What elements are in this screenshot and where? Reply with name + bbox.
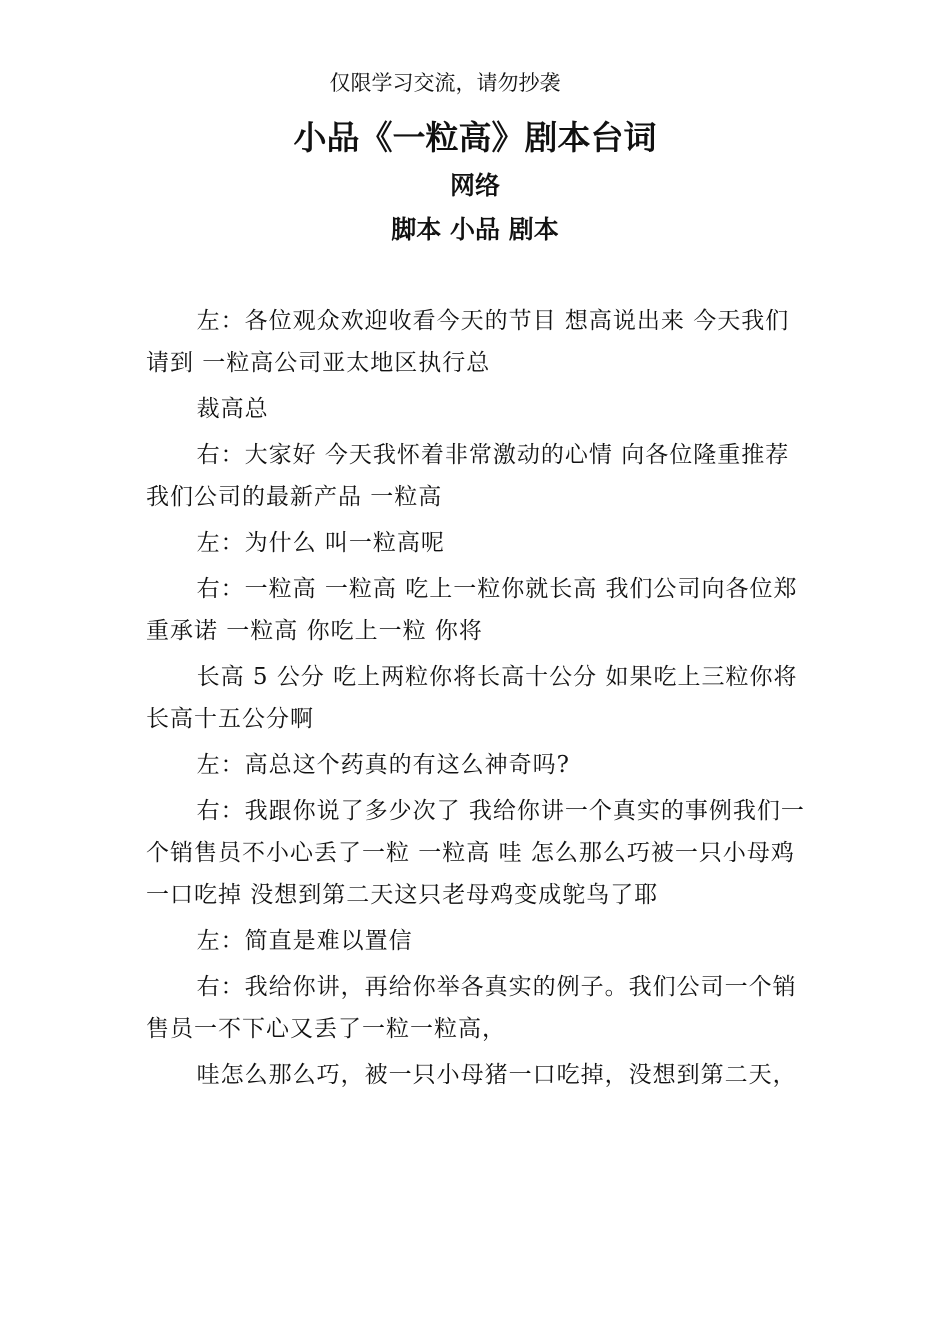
paragraph: 左：为什么 叫一粒高呢 [196,530,445,556]
paragraph: 右：我跟你说了多少次了 我给你讲一个真实的事例我们一个销售员不小心丢了一粒 一粒高 哇 怎么那么巧被一只小母鸡一口吃掉 没想到第二天这只老母鸡变成鸵鸟了耶 [146,798,805,908]
paragraph: 右：大家好 今天我怀着非常激动的心情 向各位隆重推荐我们公司的最新产品 一粒高 [146,442,790,510]
paragraph: 哇怎么那么巧，被一只小母猪一口吃掉，没想到第二天， [196,1062,797,1088]
paragraph: 左：简直是难以置信 [196,928,413,954]
paragraph: 右：我给你讲，再给你举各真实的例子。我们公司一个销售员一不下心又丢了一粒一粒高， [146,974,797,1042]
paragraph: 长高 5 公分 吃上两粒你将长高十公分 如果吃上三粒你将长高十五公分啊 [146,664,798,732]
document-body [146,300,810,1100]
watermark-text: 仅限学习交流，请勿抄袭 [329,71,561,95]
paragraph: 右：一粒高 一粒高 吃上一粒你就长高 我们公司向各位郑重承诺 一粒高 你吃上一粒 你将 [146,576,798,644]
document-title: 小品《一粒高》剧本台词 [293,118,657,157]
document-tags: 脚本 小品 剧本 [391,215,559,244]
paragraph: 裁高总 [196,396,269,422]
paragraph: 左：高总这个药真的有这么神奇吗? [196,752,570,778]
document-author: 网络 [449,171,500,200]
paragraph: 左：各位观众欢迎收看今天的节目 想高说出来 今天我们请到 一粒高公司亚太地区执行总 [146,308,790,376]
